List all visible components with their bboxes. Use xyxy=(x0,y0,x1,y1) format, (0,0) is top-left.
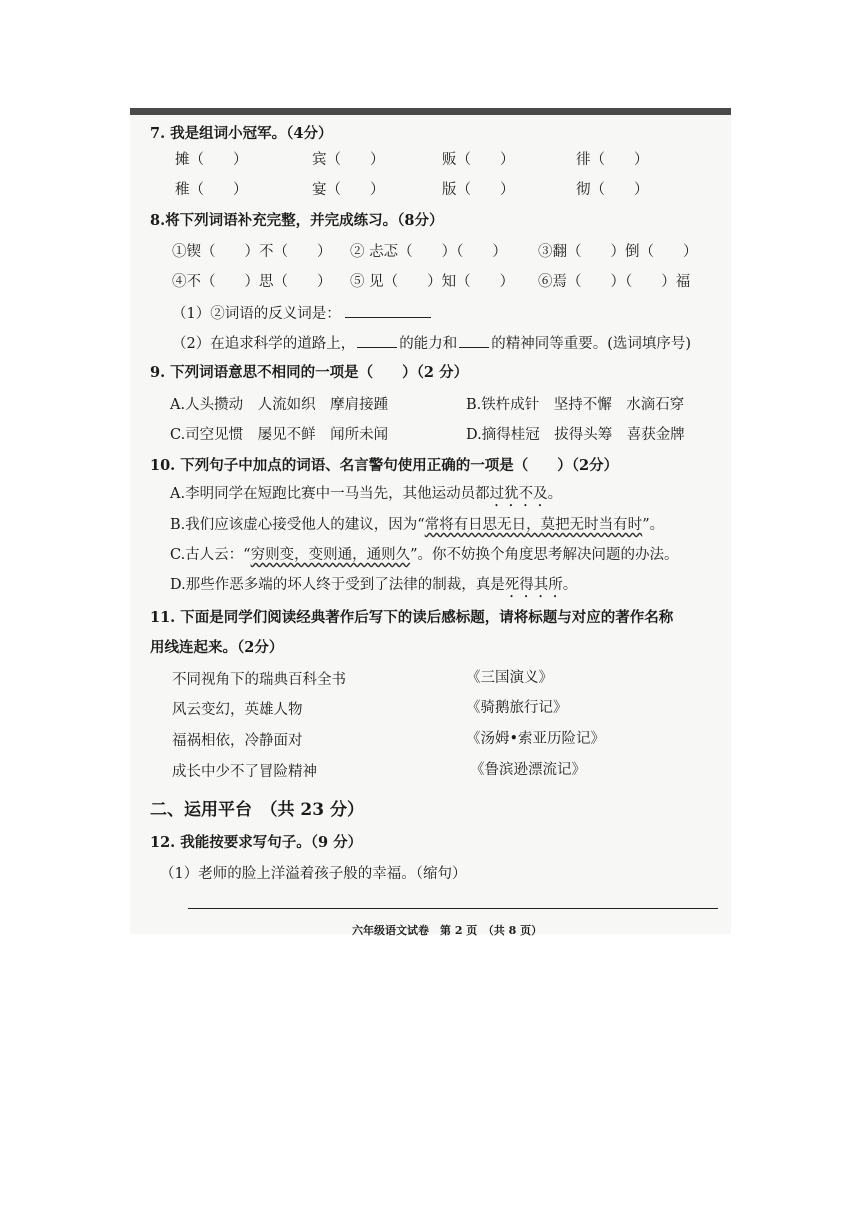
q8-item: ①锲（ ）不（ ） xyxy=(172,244,332,260)
top-border-bar xyxy=(130,108,731,115)
dotted-phrase: 过犹不及 xyxy=(489,486,548,502)
option-text: B.我们应该虚心接受他人的建议，因为“ xyxy=(170,517,425,533)
dotted-phrase: 死得其所 xyxy=(504,577,563,593)
option-text: 。 xyxy=(562,577,578,593)
wavy-quote: 常将有日思无日，莫把无时当有时 xyxy=(424,517,643,533)
q9-option-d: D.摘得桂冠 拔得头筹 喜获金牌 xyxy=(466,427,685,443)
q7-item: 徘（ ） xyxy=(576,152,649,168)
q8-sub1-text: （1）②词语的反义词是： xyxy=(172,306,341,322)
q12-title: 12. 我能按要求写句子。（9 分） xyxy=(150,834,363,851)
page-footer: 六年级语文试卷 第 2 页 （共 8 页） xyxy=(352,924,543,937)
q9-option-a: A.人头攒动 人流如织 摩肩接踵 xyxy=(170,397,389,413)
answer-blank[interactable] xyxy=(357,335,397,348)
q8-item: ⑤ 见（ ）知（ ） xyxy=(350,274,515,290)
q8-item: ⑥焉（ ）（ ）福 xyxy=(538,274,691,290)
q10-option-a xyxy=(170,482,562,510)
answer-blank[interactable] xyxy=(345,305,431,318)
q7-item: 宾（ ） xyxy=(312,152,385,168)
q10-option-d xyxy=(170,573,577,601)
q8-sub2-text: （2）在追求科学的道路上， xyxy=(172,336,356,352)
q11-title-line2: 用线连起来。（2分） xyxy=(150,639,284,656)
q8-sub1 xyxy=(172,302,431,323)
q10-title: 10. 下列句子中加点的词语、名言警句使用正确的一项是（ ）（2分） xyxy=(150,457,619,474)
q11-left-item[interactable]: 成长中少不了冒险精神 xyxy=(172,764,317,780)
q8-title: 8.将下列词语补充完整，并完成练习。（8分） xyxy=(150,212,444,229)
q8-item: ② 忐忑（ ）（ ） xyxy=(350,244,507,260)
q8-sub2-text: 的能力和 xyxy=(399,336,458,352)
q8-sub2 xyxy=(172,332,691,353)
option-text: ”。你不妨换个角度思考解决问题的办法。 xyxy=(410,547,679,563)
q8-sub2-text: 的精神同等重要。(选词填序号) xyxy=(491,336,692,352)
wavy-quote: 穷则变，变则通，通则久 xyxy=(250,547,411,563)
q7-title: 7. 我是组词小冠军。（4分） xyxy=(150,125,333,142)
option-text: D.那些作恶多端的坏人终于受到了法律的制裁，真是 xyxy=(170,577,505,593)
q11-title: 11. 下面是同学们阅读经典著作后写下的读后感标题，请将标题与对应的著作名称 xyxy=(150,609,674,626)
q9-option-c: C.司空见惯 屡见不鲜 闻所未闻 xyxy=(170,427,389,443)
option-text: A.李明同学在短跑比赛中一马当先，其他运动员都 xyxy=(170,486,490,502)
q11-right-item[interactable]: 《三国演义》 xyxy=(466,670,553,686)
q11-right-item[interactable]: 《骑鹅旅行记》 xyxy=(466,700,568,716)
answer-blank[interactable] xyxy=(459,335,489,348)
q8-item: ③翻（ ）倒（ ） xyxy=(538,244,698,260)
q11-left-item[interactable]: 不同视角下的瑞典百科全书 xyxy=(172,672,346,688)
q9-title: 9. 下列词语意思不相同的一项是（ ）（2 分） xyxy=(150,364,469,381)
q7-item: 版（ ） xyxy=(442,182,515,198)
footer-divider xyxy=(188,908,718,909)
q9-option-b: B.铁杵成针 坚持不懈 水滴石穿 xyxy=(466,397,685,413)
option-text: ”。 xyxy=(642,517,665,533)
q7-item: 贩（ ） xyxy=(442,152,515,168)
q11-left-item[interactable]: 风云变幻，英雄人物 xyxy=(172,702,303,718)
section-heading: 二、运用平台 （共 23 分） xyxy=(150,800,364,820)
q7-item: 摊（ ） xyxy=(175,152,248,168)
q12-sub1: （1）老师的脸上洋溢着孩子般的幸福。（缩句） xyxy=(160,866,467,882)
q11-right-item[interactable]: 《汤姆•索亚历险记》 xyxy=(466,731,606,747)
q7-item: 宴（ ） xyxy=(312,182,385,198)
q11-left-item[interactable]: 福祸相依，冷静面对 xyxy=(172,733,303,749)
option-text: 。 xyxy=(547,486,563,502)
q7-item: 彻（ ） xyxy=(576,182,649,198)
option-text: C.古人云：“ xyxy=(170,547,251,563)
q11-right-item[interactable]: 《鲁滨逊漂流记》 xyxy=(470,762,586,778)
q8-item: ④不（ ）思（ ） xyxy=(172,274,332,290)
q10-option-c xyxy=(170,543,679,564)
q7-item: 稚（ ） xyxy=(175,182,248,198)
q10-option-b xyxy=(170,513,664,534)
